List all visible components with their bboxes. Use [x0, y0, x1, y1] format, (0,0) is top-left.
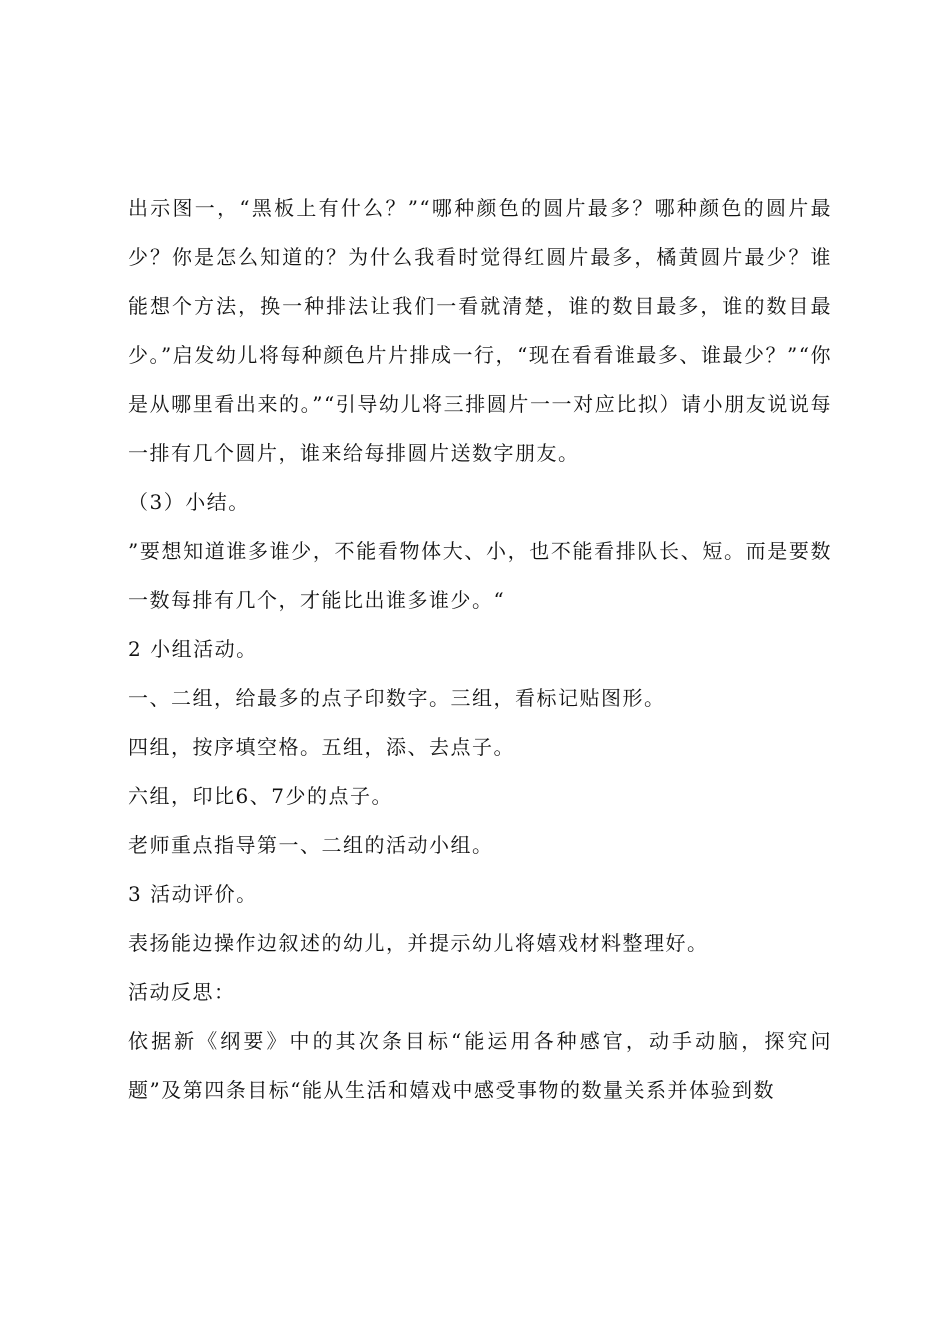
paragraph-summary-heading: （3）小结。: [128, 490, 250, 514]
paragraph-teacher-guidance: 老师重点指导第一、二组的活动小组。: [128, 833, 494, 857]
paragraph-groups-one-three: 一、二组，给最多的点子印数字。三组，看标记贴图形。: [128, 686, 666, 710]
paragraph-reflection-text: 依据新《纲要》中的其次条目标“能运用各种感官，动手动脑，探究问题”及第四条目标“能从生活和嬉戏中感受事物的数量关系并体验到数: [128, 1029, 832, 1102]
paragraph-reflection-heading: 活动反思：: [128, 980, 236, 1004]
paragraph-group-activity-heading: 2 小组活动。: [128, 637, 258, 661]
paragraph-group-six: 六组，印比6、7少的点子。: [128, 784, 393, 808]
document-body: [128, 184, 832, 1115]
paragraph-evaluation-heading: 3 活动评价。: [128, 882, 258, 906]
paragraph-intro: 出示图一，“黑板上有什么？”“哪种颜色的圆片最多？哪种颜色的圆片最少？你是怎么知道的？为什么我看时觉得红圆片最多，橘黄圆片最少？谁能想个方法，换一种排法让我们一看就清楚，谁的数目最多，谁的数目最少。”启发幼儿将每种颜色片片排成一行，“现在看看谁最多、谁最少？”“你是从哪里看出来的。”“引导幼儿将三排圆片一一对应比拟）请小朋友说说每一排有几个圆片，谁来给每排圆片送数字朋友。: [128, 196, 832, 465]
paragraph-groups-four-five: 四组，按序填空格。五组，添、去点子。: [128, 735, 515, 759]
paragraph-evaluation-text: 表扬能边操作边叙述的幼儿，并提示幼儿将嬉戏材料整理好。: [128, 931, 709, 955]
paragraph-summary-text: ”要想知道谁多谁少，不能看物体大、小，也不能看排队长、短。而是要数一数每排有几个，才能比出谁多谁少。“: [128, 539, 832, 612]
